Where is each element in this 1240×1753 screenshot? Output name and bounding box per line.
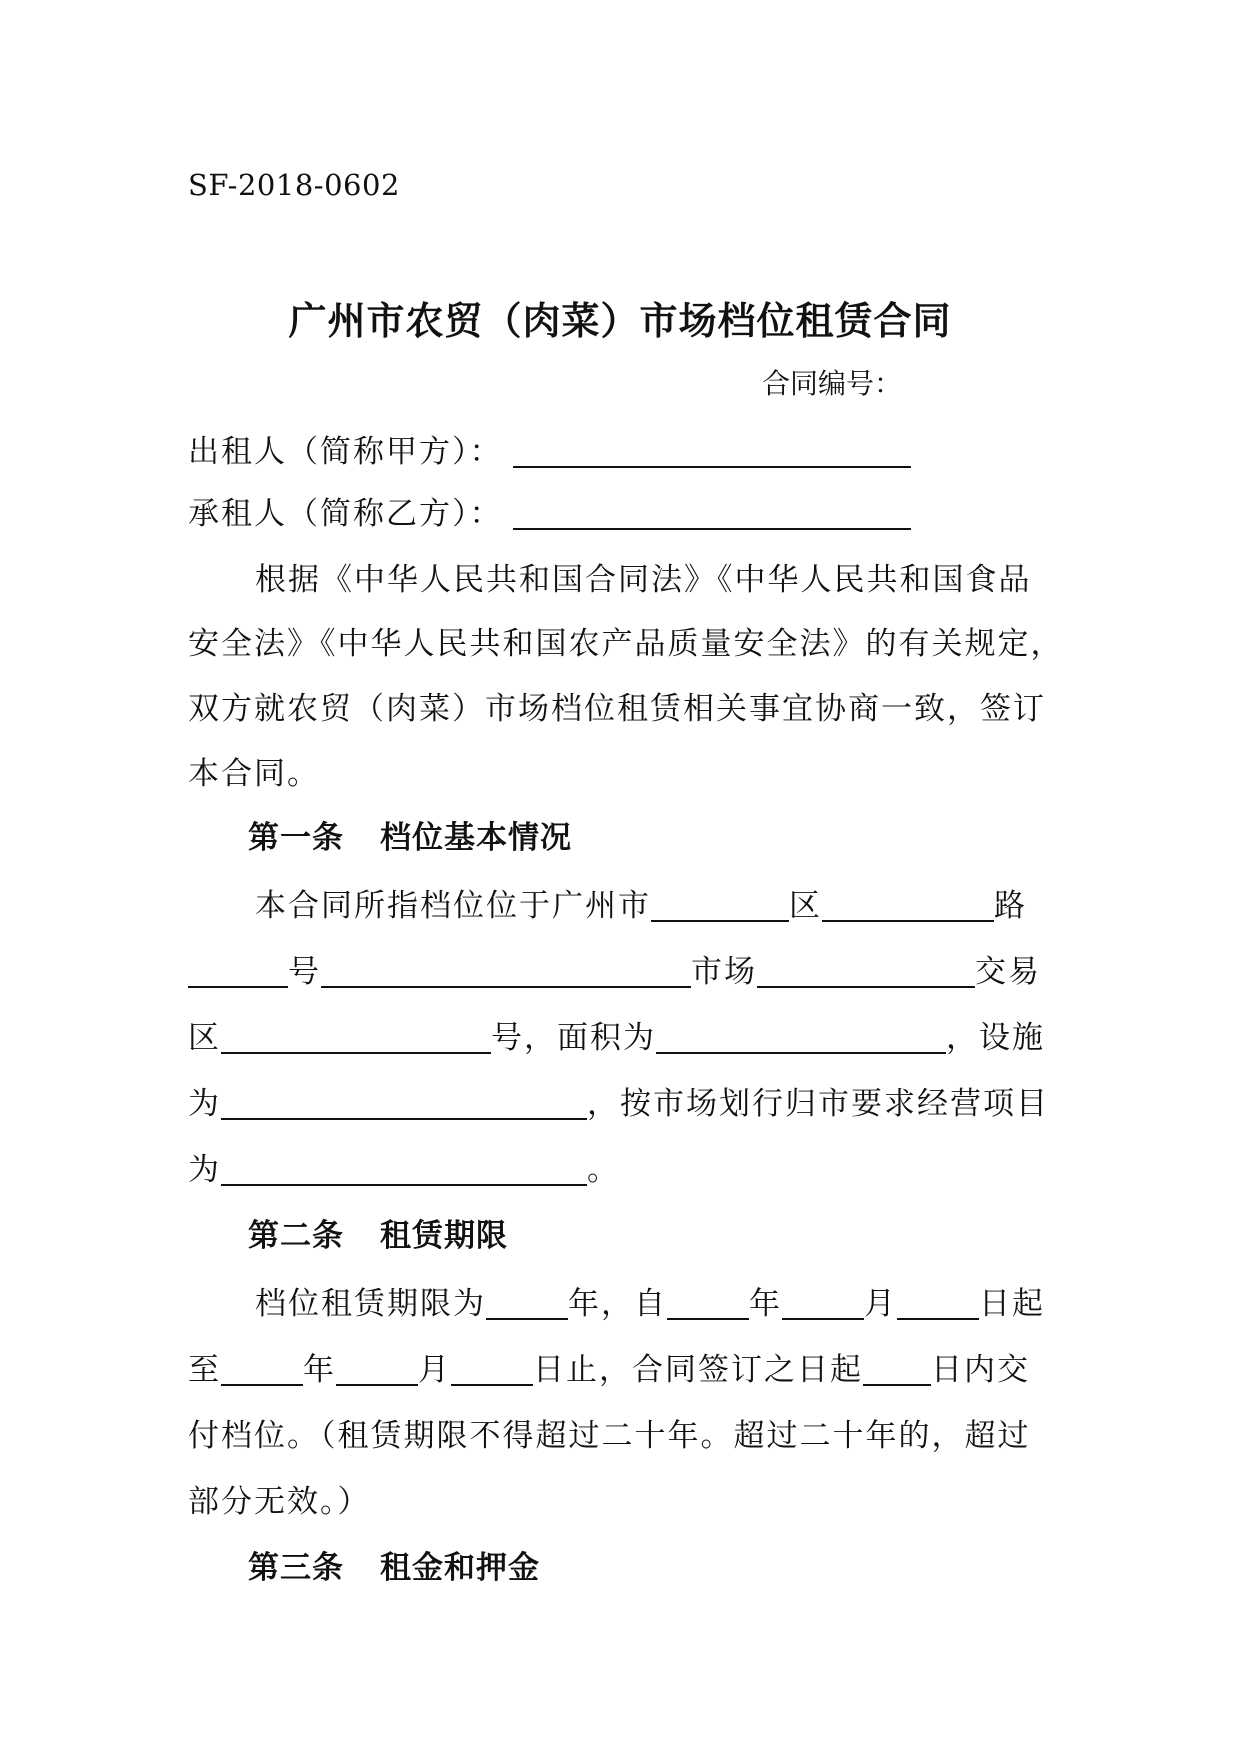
start-year-blank[interactable] (667, 1288, 749, 1320)
article-1-heading (248, 812, 572, 857)
article-3-heading (248, 1542, 540, 1587)
article-2-name: 租赁期限 (380, 1218, 508, 1254)
preamble-line-4: 本合同。 (188, 756, 320, 792)
article-1-line-3 (188, 1012, 1045, 1057)
article-1-text: 号，面积为 (491, 1020, 656, 1056)
article-1-line-2 (188, 946, 1041, 991)
article-1-text: 为 (188, 1152, 221, 1188)
preamble-line-3: 双方就农贸（肉菜）市场档位租赁相关事宜协商一致，签订 (188, 691, 1046, 727)
article-1-line-1 (255, 880, 1027, 925)
article-2-text: 月 (418, 1352, 451, 1388)
article-2-number: 第二条 (248, 1218, 344, 1254)
article-2-text: 年 (749, 1286, 782, 1322)
article-1-text: 。 (587, 1152, 620, 1188)
term-years-blank[interactable] (486, 1288, 568, 1320)
article-1-text: 号 (288, 954, 321, 990)
area-blank[interactable] (656, 1022, 946, 1054)
article-2-line-3: 付档位。（租赁期限不得超过二十年。超过二十年的，超过 (188, 1418, 1031, 1454)
article-1-text: ，按市场划行归市要求经营项目 (587, 1086, 1049, 1122)
article-2-text: 日止，合同签订之日起 (533, 1352, 863, 1388)
article-1-text: 本合同所指档位位于广州市 (255, 888, 651, 924)
facilities-blank[interactable] (221, 1088, 587, 1120)
lessee-blank[interactable] (513, 498, 911, 530)
stall-number-blank[interactable] (221, 1022, 491, 1054)
article-1-text: 区 (789, 888, 822, 924)
start-month-blank[interactable] (782, 1288, 864, 1320)
article-1-text: 市场 (691, 954, 757, 990)
road-blank[interactable] (822, 890, 994, 922)
end-month-blank[interactable] (336, 1354, 418, 1386)
article-2-text: 日内交 (931, 1352, 1030, 1388)
lessor-blank[interactable] (513, 436, 911, 468)
article-1-text: 交易 (975, 954, 1041, 990)
article-3-name: 租金和押金 (380, 1550, 540, 1586)
delivery-days-blank[interactable] (863, 1354, 931, 1386)
article-2-text: 日起 (979, 1286, 1045, 1322)
contract-number-label: 合同编号： (762, 367, 903, 400)
article-2-text: 档位租赁期限为 (255, 1286, 486, 1322)
lessee-label: 承租人（简称乙方）： (188, 496, 503, 532)
end-day-blank[interactable] (451, 1354, 533, 1386)
trade-area-blank[interactable] (757, 956, 975, 988)
preamble-line-2: 安全法》《中华人民共和国农产品质量安全法》的有关规定， (188, 626, 1064, 662)
article-1-text: 为 (188, 1086, 221, 1122)
document-code: SF-2018-0602 (188, 168, 400, 202)
lessor-line (188, 426, 911, 471)
contract-title: 广州市农贸（肉菜）市场档位租赁合同 (288, 299, 952, 343)
lessee-line (188, 488, 911, 533)
article-2-line-1 (255, 1278, 1045, 1323)
article-2-text: 年 (303, 1352, 336, 1388)
business-scope-blank[interactable] (221, 1154, 587, 1186)
article-1-text: 路 (994, 888, 1027, 924)
article-2-heading (248, 1210, 508, 1255)
market-name-blank[interactable] (321, 956, 691, 988)
article-2-text: 至 (188, 1352, 221, 1388)
end-year-blank[interactable] (221, 1354, 303, 1386)
article-2-line-2 (188, 1344, 1030, 1389)
article-2-text: 年，自 (568, 1286, 667, 1322)
article-1-name: 档位基本情况 (380, 820, 572, 856)
article-2-text: 月 (864, 1286, 897, 1322)
lessor-label: 出租人（简称甲方）： (188, 434, 503, 470)
article-1-line-5 (188, 1144, 620, 1189)
article-2-line-4: 部分无效。） (188, 1484, 371, 1520)
article-1-text: 区 (188, 1020, 221, 1056)
article-3-number: 第三条 (248, 1550, 344, 1586)
article-1-text: ，设施 (946, 1020, 1045, 1056)
preamble-line-1: 根据《中华人民共和国合同法》《中华人民共和国食品 (255, 562, 1032, 598)
article-1-number: 第一条 (248, 820, 344, 856)
start-day-blank[interactable] (897, 1288, 979, 1320)
road-number-blank[interactable] (188, 956, 288, 988)
district-blank[interactable] (651, 890, 789, 922)
article-1-line-4 (188, 1078, 1049, 1123)
